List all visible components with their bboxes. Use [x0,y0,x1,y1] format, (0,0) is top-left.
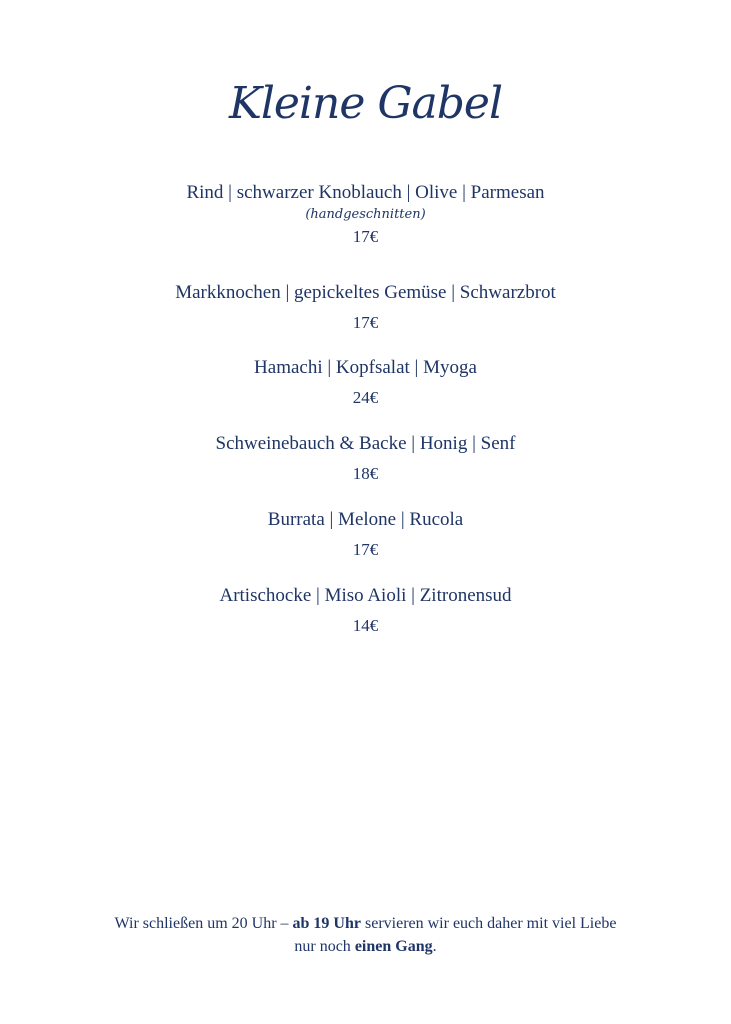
dish-price: 17€ [352,313,379,332]
footer-text: . [432,938,437,955]
footer-note [0,912,731,958]
dish-name: Markknochen | gepickeltes Gemüse | Schwarzbrot [175,282,556,303]
footer-line-1 [0,912,731,935]
menu-item [0,181,731,248]
menu-title: Kleine Gabel [228,78,503,129]
footer-emphasis: ab 19 Uhr [292,915,361,932]
dish-note: (handgeschnitten) [305,207,426,222]
dish-price: 24€ [352,388,379,407]
dish-name: Hamachi | Kopfsalat | Myoga [254,357,477,378]
footer-text: nur noch [294,938,355,955]
footer-text: Wir schließen um 20 Uhr – [114,915,293,932]
menu-item [0,281,731,334]
dish-price: 14€ [352,616,379,635]
footer-emphasis: einen Gang [354,938,433,955]
menu-item [0,356,731,409]
dish-name: Burrata | Melone | Rucola [267,509,464,530]
dish-price: 18€ [352,464,379,483]
menu-item [0,432,731,485]
menu-item [0,584,731,637]
dish-name: Schweinebauch & Backe | Honig | Senf [215,433,516,454]
dish-name: Rind | schwarzer Knoblauch | Olive | Parmesan [186,182,545,203]
dish-price: 17€ [352,227,379,246]
menu-item [0,508,731,561]
dish-name: Artischocke | Miso Aioli | Zitronensud [219,585,512,606]
dish-price: 17€ [352,540,379,559]
footer-line-2 [0,935,731,958]
footer-text: servieren wir euch daher mit viel Liebe [360,915,617,932]
